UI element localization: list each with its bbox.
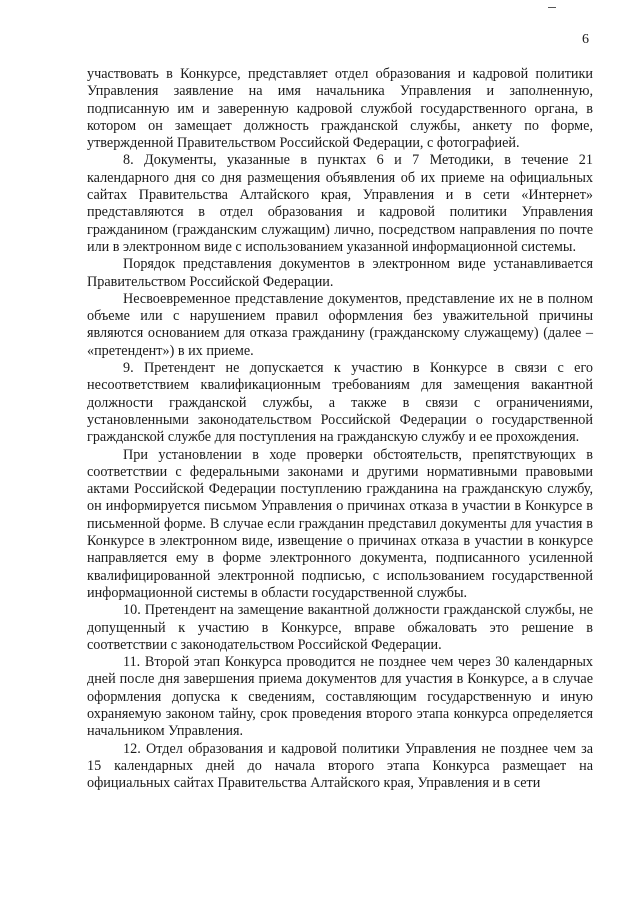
paragraph-late-submission: Несвоевременное представление документов, представление их не в полном объеме или с нарушением правил оформления без уважительной причины являются основанием для отказа гражданину (гражданскому служащему) (далее – «претендент») в их приеме. [87, 290, 593, 359]
paragraph-electronic-order: Порядок представления документов в электронном виде устанавливается Правительством Российской Федерации. [87, 256, 593, 290]
paragraph-continuation: участвовать в Конкурсе, представляет отдел образования и кадровой политики Управления заявление на имя начальника Управления и заполненную, подписанную им и заверенную кадровой службой государственного органа, в котором он замещает должность гражданской службы, анкету по форме, утвержденной Правительством Российской Федерации, с фотографией. [87, 66, 593, 152]
page-number: 6 [582, 32, 589, 47]
paragraph-item-8: 8. Документы, указанные в пунктах 6 и 7 Методики, в течение 21 календарного дня со дня размещения объявления об их приеме на официальных сайтах Правительства Алтайского края, Управления и в сети «Интернет» представляются в отдел образования и кадровой политики Управления гражданином (гражданским служащим) лично, посредством направления по почте или в электронном виде с использованием указанной информационной системы. [87, 152, 593, 255]
document-body [87, 66, 593, 792]
paragraph-item-12: 12. Отдел образования и кадровой политики Управления не позднее чем за 15 календарных дней до начала второго этапа Конкурса размещает на официальных сайтах Правительства Алтайского края, Управления и в сети [87, 740, 593, 792]
paragraph-item-11: 11. Второй этап Конкурса проводится не позднее чем через 30 календарных дней после дня завершения приема документов для участия в Конкурсе, а в случае оформления допуска к сведениям, составляющим государственную и иную охраняемую законом тайну, срок проведения второго этапа конкурса определяется начальником Управления. [87, 654, 593, 740]
scan-artifact-mark [548, 7, 556, 8]
paragraph-refusal-notice: При установлении в ходе проверки обстоятельств, препятствующих в соответствии с федеральными законами и другими нормативными правовыми актами Российской Федерации поступлению гражданина на гражданскую службу, он информируется письмом Управления о причинах отказа в участии в Конкурсе в письменной форме. В случае если гражданин представил документы для участия в Конкурсе в электронном виде, извещение о причинах отказа в участии в конкурсе направляется ему в форме электронного документа, подписанного усиленной квалифицированной электронной подписью, с использованием государственной информационной системы в области государственной службы. [87, 446, 593, 601]
paragraph-item-9: 9. Претендент не допускается к участию в Конкурсе в связи с его несоответствием квалификационным требованиям для замещения вакантной должности гражданской службы, а также в связи с ограничениями, установленными законодательством Российской Федерации о государственной гражданской службе для поступления на гражданскую службу и ее прохождения. [87, 360, 593, 446]
paragraph-item-10: 10. Претендент на замещение вакантной должности гражданской службы, не допущенный к участию в Конкурсе, вправе обжаловать это решение в соответствии с законодательством Российской Федерации. [87, 602, 593, 653]
